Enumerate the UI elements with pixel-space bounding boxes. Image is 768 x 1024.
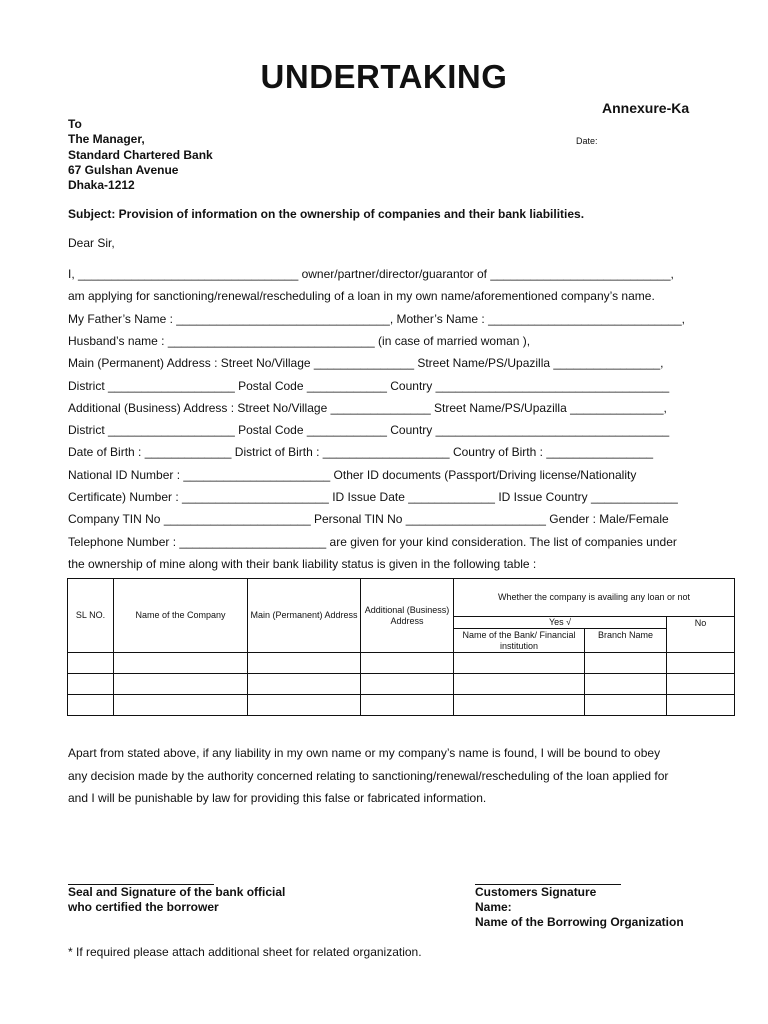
customer-name-label: Name: <box>475 900 512 914</box>
document-title: UNDERTAKING <box>260 58 508 95</box>
annexure-label: Annexure-Ka <box>602 100 690 116</box>
address-city: Dhaka-1212 <box>68 178 135 193</box>
table-cell[interactable] <box>585 695 667 716</box>
table-cell[interactable] <box>114 653 248 674</box>
official-signature-block <box>68 885 285 915</box>
address-street: 67 Gulshan Avenue <box>68 162 179 177</box>
table-cell[interactable] <box>585 674 667 695</box>
table-cell[interactable] <box>585 653 667 674</box>
table-cell[interactable] <box>454 653 585 674</box>
company-liability-table <box>67 578 735 716</box>
header-additional-address: Additional (Business) Address <box>361 579 454 653</box>
subject-line: Subject: Provision of information on the ownership of companies and their bank liabilities. <box>68 207 585 221</box>
official-certify-label: who certified the borrower <box>68 900 219 914</box>
table-cell[interactable] <box>114 674 248 695</box>
table-cell[interactable] <box>68 695 114 716</box>
closing-paragraph <box>68 742 668 810</box>
header-main-address: Main (Permanent) Address <box>248 579 361 653</box>
closing-line: and I will be punishable by law for providing this false or fabricated information. <box>68 791 487 805</box>
table-cell[interactable] <box>667 695 735 716</box>
address-bank: Standard Chartered Bank <box>68 147 213 162</box>
closing-line: any decision made by the authority concerned relating to sanctioning/renewal/rescheduling of the loan applied for <box>68 768 669 783</box>
address-manager: The Manager, <box>68 132 145 147</box>
table-cell[interactable] <box>454 695 585 716</box>
header-loan-status: Whether the company is availing any loan or not <box>454 579 735 617</box>
form-line-name: I, _________________________________ owner/partner/director/guarantor of ___________________________, <box>68 267 674 281</box>
form-line-telephone: Telephone Number : ______________________ are given for your kind consideration. The list of companies under <box>68 535 677 549</box>
table-cell[interactable] <box>361 653 454 674</box>
table-cell[interactable] <box>68 653 114 674</box>
table-row <box>68 674 735 695</box>
form-line-birth: Date of Birth : _____________ District of Birth : ___________________ Country of Birth : ________________ <box>68 445 654 459</box>
recipient-address <box>68 117 213 193</box>
table-cell[interactable] <box>248 674 361 695</box>
table-cell[interactable] <box>454 674 585 695</box>
table-cell[interactable] <box>361 674 454 695</box>
form-line-id-issue: Certificate) Number : ______________________ ID Issue Date _____________ ID Issue Country _____________ <box>68 490 678 504</box>
header-yes: Yes √ <box>454 617 667 629</box>
official-signature-label: Seal and Signature of the bank official <box>68 885 286 899</box>
form-line-main-district: District ___________________ Postal Code ____________ Country ___________________________________ <box>68 379 670 393</box>
table-cell[interactable] <box>248 695 361 716</box>
address-to: To <box>68 117 82 131</box>
form-line-parents: My Father’s Name : ________________________________, Mother’s Name : _____________________________, <box>68 312 685 326</box>
table-cell[interactable] <box>361 695 454 716</box>
header-sl-no: SL NO. <box>68 579 114 653</box>
header-bank-name: Name of the Bank/ Financial institution <box>454 629 585 653</box>
table-cell[interactable] <box>667 653 735 674</box>
form-line-main-address: Main (Permanent) Address : Street No/Village _______________ Street Name/PS/Upazilla ________________, <box>68 356 664 370</box>
table-row <box>68 695 735 716</box>
table-cell[interactable] <box>114 695 248 716</box>
form-line-table-intro: the ownership of mine along with their bank liability status is given in the following table : <box>68 557 537 571</box>
date-label: Date: <box>576 136 598 146</box>
form-line-business-address: Additional (Business) Address : Street No/Village _______________ Street Name/PS/Upazilla ______________, <box>68 401 667 415</box>
header-branch-name: Branch Name <box>585 629 667 653</box>
header-company-name: Name of the Company <box>114 579 248 653</box>
table-cell[interactable] <box>667 674 735 695</box>
salutation: Dear Sir, <box>68 236 115 250</box>
closing-line: Apart from stated above, if any liability in my own name or my company’s name is found, I will be bound to obey <box>68 746 661 760</box>
table-cell[interactable] <box>68 674 114 695</box>
header-no: No <box>667 617 735 653</box>
customer-signature-label: Customers Signature <box>475 885 597 899</box>
form-line-husband: Husband’s name : _______________________________ (in case of married woman ), <box>68 334 531 348</box>
form-line-business-district: District ___________________ Postal Code ____________ Country ___________________________________ <box>68 423 670 437</box>
customer-signature-block <box>475 885 684 930</box>
organization-name-label: Name of the Borrowing Organization <box>475 915 684 929</box>
table-row <box>68 653 735 674</box>
form-line-national-id: National ID Number : ______________________ Other ID documents (Passport/Driving license/Nationality <box>68 468 637 482</box>
form-line-purpose: am applying for sanctioning/renewal/rescheduling of a loan in my own name/aforementioned company’s name. <box>68 289 655 303</box>
footnote: * If required please attach additional sheet for related organization. <box>68 945 422 959</box>
table-cell[interactable] <box>248 653 361 674</box>
form-line-tin: Company TIN No ______________________ Personal TIN No _____________________ Gender : Male/Female <box>68 512 669 526</box>
